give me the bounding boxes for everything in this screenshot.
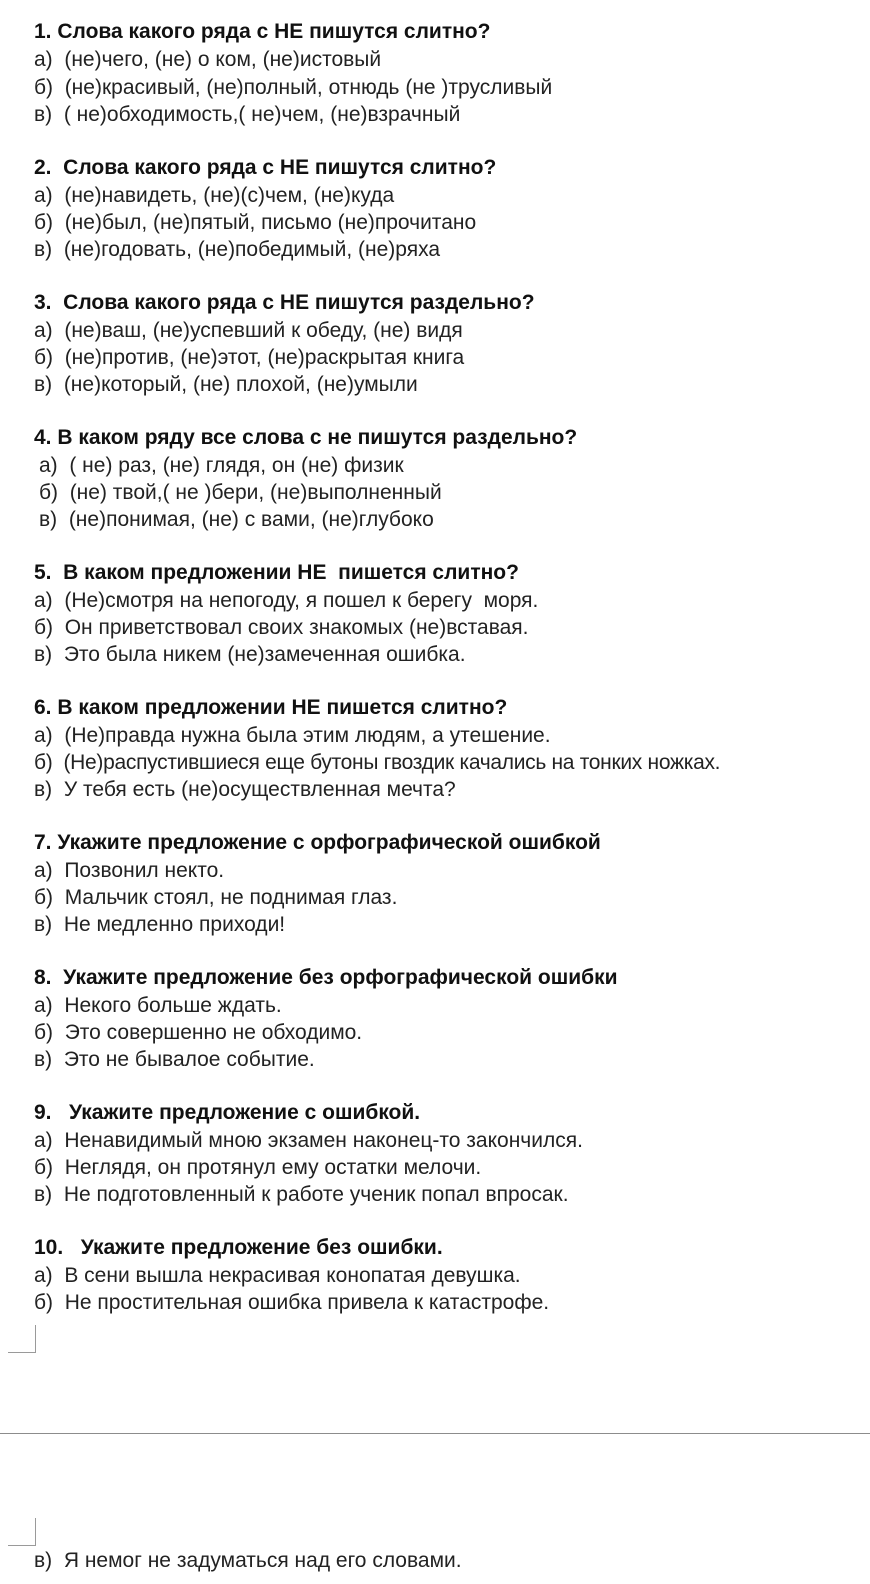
- question-7-title: 7. Укажите предложение с орфографической ошибкой: [34, 831, 601, 854]
- question-7-option-c: в) Не медленно приходи!: [34, 913, 286, 936]
- question-3-option-b: б) (не)против, (не)этот, (не)раскрытая книга: [34, 346, 465, 369]
- question-2-option-a: а) (не)навидеть, (не)(с)чем, (не)куда: [34, 184, 395, 207]
- question-8-option-a: а) Некого больше ждать.: [34, 994, 282, 1017]
- question-9-option-a: а) Ненавидимый мною экзамен наконец-то закончился.: [34, 1129, 583, 1152]
- page-break-line: [0, 1433, 870, 1434]
- question-5-option-a: а) (Не)смотря на непогоду, я пошел к берегу моря.: [34, 589, 539, 612]
- question-10-option-c: в) Я немог не задуматься над его словами.: [34, 1549, 462, 1572]
- question-9-option-c: в) Не подготовленный к работе ученик попал впросак.: [34, 1183, 569, 1206]
- question-6-option-a: а) (Не)правда нужна была этим людям, а утешение.: [34, 724, 551, 747]
- question-4-option-b: б) (не) твой,( не )бери, (не)выполненный: [39, 481, 442, 504]
- question-8-title: 8. Укажите предложение без орфографической ошибки: [34, 966, 618, 989]
- question-6-title: 6. В каком предложении НЕ пишется слитно?: [34, 696, 508, 719]
- question-9-title: 9. Укажите предложение с ошибкой.: [34, 1101, 421, 1124]
- question-10-title: 10. Укажите предложение без ошибки.: [34, 1236, 443, 1259]
- question-6-option-b: б) (Не)распустившиеся еще бутоны гвоздик качались на тонких ножках.: [34, 751, 721, 774]
- text-boundary-corner-mark: [8, 1325, 36, 1353]
- question-5-option-c: в) Это была никем (не)замеченная ошибка.: [34, 643, 466, 666]
- question-7-option-a: а) Позвонил некто.: [34, 859, 225, 882]
- question-2-option-b: б) (не)был, (не)пятый, письмо (не)прочитано: [34, 211, 477, 234]
- question-8-option-c: в) Это не бывалое событие.: [34, 1048, 315, 1071]
- question-2-title: 2. Слова какого ряда с НЕ пишутся слитно?: [34, 156, 497, 179]
- question-1-title: 1. Слова какого ряда с НЕ пишутся слитно?: [34, 20, 491, 43]
- question-4-title: 4. В каком ряду все слова с не пишутся раздельно?: [34, 426, 578, 449]
- question-7-option-b: б) Мальчик стоял, не поднимая глаз.: [34, 886, 398, 909]
- question-2-option-c: в) (не)годовать, (не)победимый, (не)ряха: [34, 238, 441, 261]
- question-3-option-a: а) (не)ваш, (не)успевший к обеду, (не) видя: [34, 319, 463, 342]
- question-9-option-b: б) Неглядя, он протянул ему остатки мелочи.: [34, 1156, 482, 1179]
- question-1-option-b: б) (не)красивый, (не)полный, отнюдь (не )трусливый: [34, 76, 553, 99]
- question-3-title: 3. Слова какого ряда с НЕ пишутся раздельно?: [34, 291, 535, 314]
- question-10-option-b: б) Не простительная ошибка привела к катастрофе.: [34, 1291, 550, 1314]
- question-4-option-a: а) ( не) раз, (не) глядя, он (не) физик: [39, 454, 404, 477]
- question-8-option-b: б) Это совершенно не обходимо.: [34, 1021, 363, 1044]
- question-5-option-b: б) Он приветствовал своих знакомых (не)вставая.: [34, 616, 529, 639]
- question-1-option-c: в) ( не)обходимость,( не)чем, (не)взрачный: [34, 103, 461, 126]
- question-6-option-c: в) У тебя есть (не)осуществленная мечта?: [34, 778, 456, 801]
- question-1-option-a: а) (не)чего, (не) о ком, (не)истовый: [34, 48, 382, 71]
- question-3-option-c: в) (не)который, (не) плохой, (не)умыли: [34, 373, 418, 396]
- question-5-title: 5. В каком предложении НЕ пишется слитно?: [34, 561, 519, 584]
- question-10-option-a: а) В сени вышла некрасивая конопатая девушка.: [34, 1264, 521, 1287]
- text-boundary-corner-mark: [8, 1518, 36, 1546]
- question-4-option-c: в) (не)понимая, (не) с вами, (не)глубоко: [39, 508, 434, 531]
